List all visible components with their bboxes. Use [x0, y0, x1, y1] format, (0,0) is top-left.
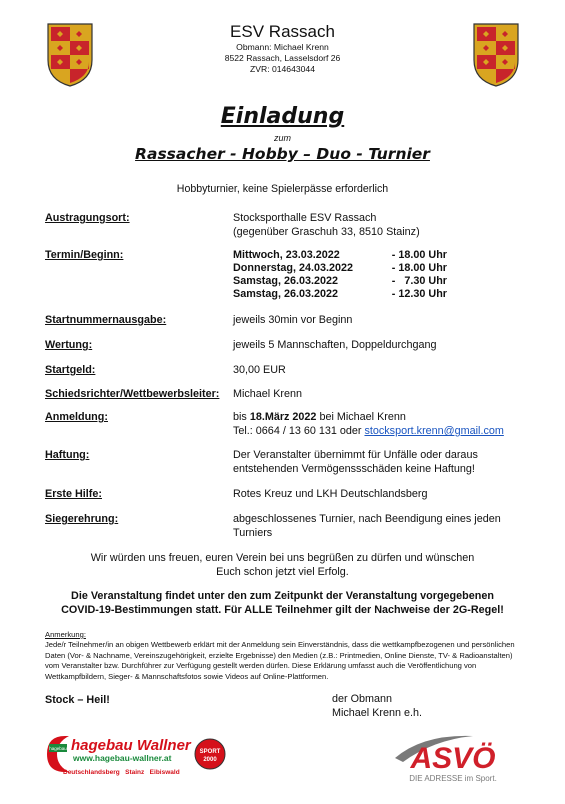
club-chairman: Obmann: Michael Krenn: [236, 42, 329, 52]
registration-deadline: [233, 411, 406, 424]
awards-line2: Turniers: [233, 527, 273, 539]
event-subtitle: Hobbyturnier, keine Spielerpässe erforderlich: [176, 183, 389, 195]
covid-line1: Die Veranstaltung findet unter den zum Zeitpunkt der Veranstaltung vorgegebenen: [71, 590, 494, 602]
schedule-time: - 7.30 Uhr: [391, 275, 447, 287]
start-number-label: Startnummernausgabe:: [45, 314, 167, 326]
registration-phone: Tel.: 0664 / 13 60 131 oder: [233, 425, 365, 437]
scoring-value: jeweils 5 Mannschaften, Doppeldurchgang: [233, 339, 437, 351]
entry-fee-value: 30,00 EUR: [233, 364, 286, 376]
first-aid-value: Rotes Kreuz und LKH Deutschlandsberg: [233, 488, 428, 500]
hagebau-small: hagebau: [49, 746, 67, 751]
closing-greeting: Stock – Heil!: [45, 694, 110, 706]
hagebau-wallner-logo: [45, 730, 230, 782]
asvo-slogan: DIE ADRESSE im Sport.: [409, 774, 497, 783]
first-aid-label: Erste Hilfe:: [45, 488, 102, 500]
invitation-title: Einladung: [220, 104, 345, 129]
registration-pre: bis: [233, 411, 250, 423]
invitation-zum: zum: [273, 133, 291, 143]
sport2000-year: 2000: [203, 757, 217, 763]
schedule-time: - 18.00 Uhr: [391, 262, 447, 274]
club-address: 8522 Rassach, Lasselsdorf 26: [224, 53, 341, 63]
schedule-label: Termin/Beginn:: [45, 249, 124, 261]
venue-address: (gegenüber Graschuh 33, 8510 Stainz): [233, 226, 420, 238]
hagebau-brand: hagebau Wallner: [71, 737, 191, 754]
schedule-row: [233, 249, 447, 262]
registration-contact: [233, 425, 504, 438]
registration-date: 18.März 2022: [249, 411, 317, 423]
hagebau-swoosh: [47, 736, 69, 772]
invite-line1: Wir würden uns freuen, euren Verein bei uns begrüßen zu dürfen und wünschen: [90, 552, 475, 564]
referee-value: Michael Krenn: [233, 388, 303, 400]
schedule-row: [233, 275, 447, 288]
schedule-day: Donnerstag, 24.03.2022: [233, 262, 354, 274]
asvo-brand: ASVÖ: [410, 742, 496, 775]
schedule-row: [233, 262, 447, 275]
schedule-day: Samstag, 26.03.2022: [233, 288, 339, 300]
schedule-time: - 12.30 Uhr: [391, 288, 447, 300]
schedule-day: Mittwoch, 23.03.2022: [233, 249, 340, 261]
start-number-value: jeweils 30min vor Beginn: [233, 314, 353, 326]
signature-name: Michael Krenn e.h.: [332, 707, 423, 719]
referee-label: Schiedsrichter/Wettbewerbsleiter:: [45, 388, 220, 400]
schedule-day: Samstag, 26.03.2022: [233, 275, 339, 287]
schedule-time: - 18.00 Uhr: [391, 249, 447, 261]
liability-line1: Der Veranstalter übernimmt für Unfälle oder daraus: [233, 449, 478, 461]
covid-line2: COVID-19-Bestimmungen statt. Für ALLE Teilnehmer gilt der Nachweise der 2G-Regel!: [61, 604, 504, 616]
awards-label: Siegerehrung:: [45, 513, 119, 525]
scoring-label: Wertung:: [45, 339, 93, 351]
schedule-row: [233, 288, 447, 301]
asvo-logo: [393, 728, 513, 784]
hagebau-url: www.hagebau-wallner.at: [73, 753, 172, 763]
signature-role: der Obmann: [332, 693, 393, 705]
event-title: Rassacher - Hobby – Duo - Turnier: [135, 145, 430, 163]
hagebau-towns: Deutschlandsberg Stainz Eibiswald: [63, 769, 180, 776]
note-text: Jede/r Teilnehmer/in an obigen Wettbewerb erklärt mit der Anmeldung sein Einverständnis, dass die wettkampfbezogenen und persönlichen Daten (Vor- & Nachname, Vereinszugehörigkeit, erzielte Ergebnisse) den Medien (z.B.: Printmedien, Online Dienste, TV- & Radioanstalten) vom Veranstalter bzw. Durchführer zur Verfügung gestellt werden dürfen. Diese Erklärung umfasst auch die Veröffentlichung von Wettkampfbildern, Sieger- & Mannschaftsfotos sowie Videos auf Online-Plattformen.: [45, 640, 515, 681]
liability-label: Haftung:: [45, 449, 90, 461]
sport2000-label: SPORT: [199, 749, 221, 755]
registration-post: bei Michael Krenn: [316, 411, 406, 423]
club-zvr: ZVR: 014643044: [250, 64, 315, 74]
registration-email-link[interactable]: stocksport.krenn@gmail.com: [364, 425, 504, 437]
registration-label: Anmeldung:: [45, 411, 108, 423]
venue-name: Stocksporthalle ESV Rassach: [233, 212, 377, 224]
venue-label: Austragungsort:: [45, 212, 130, 224]
invite-line2: Euch schon jetzt viel Erfolg.: [216, 566, 349, 578]
awards-line1: abgeschlossenes Turnier, nach Beendigung eines jeden: [233, 513, 501, 525]
club-name: ESV Rassach: [230, 22, 335, 41]
note-heading: Anmerkung:: [45, 630, 86, 639]
liability-line2: entstehenden Vermögenssschäden keine Haftung!: [233, 463, 475, 475]
entry-fee-label: Startgeld:: [45, 364, 96, 376]
